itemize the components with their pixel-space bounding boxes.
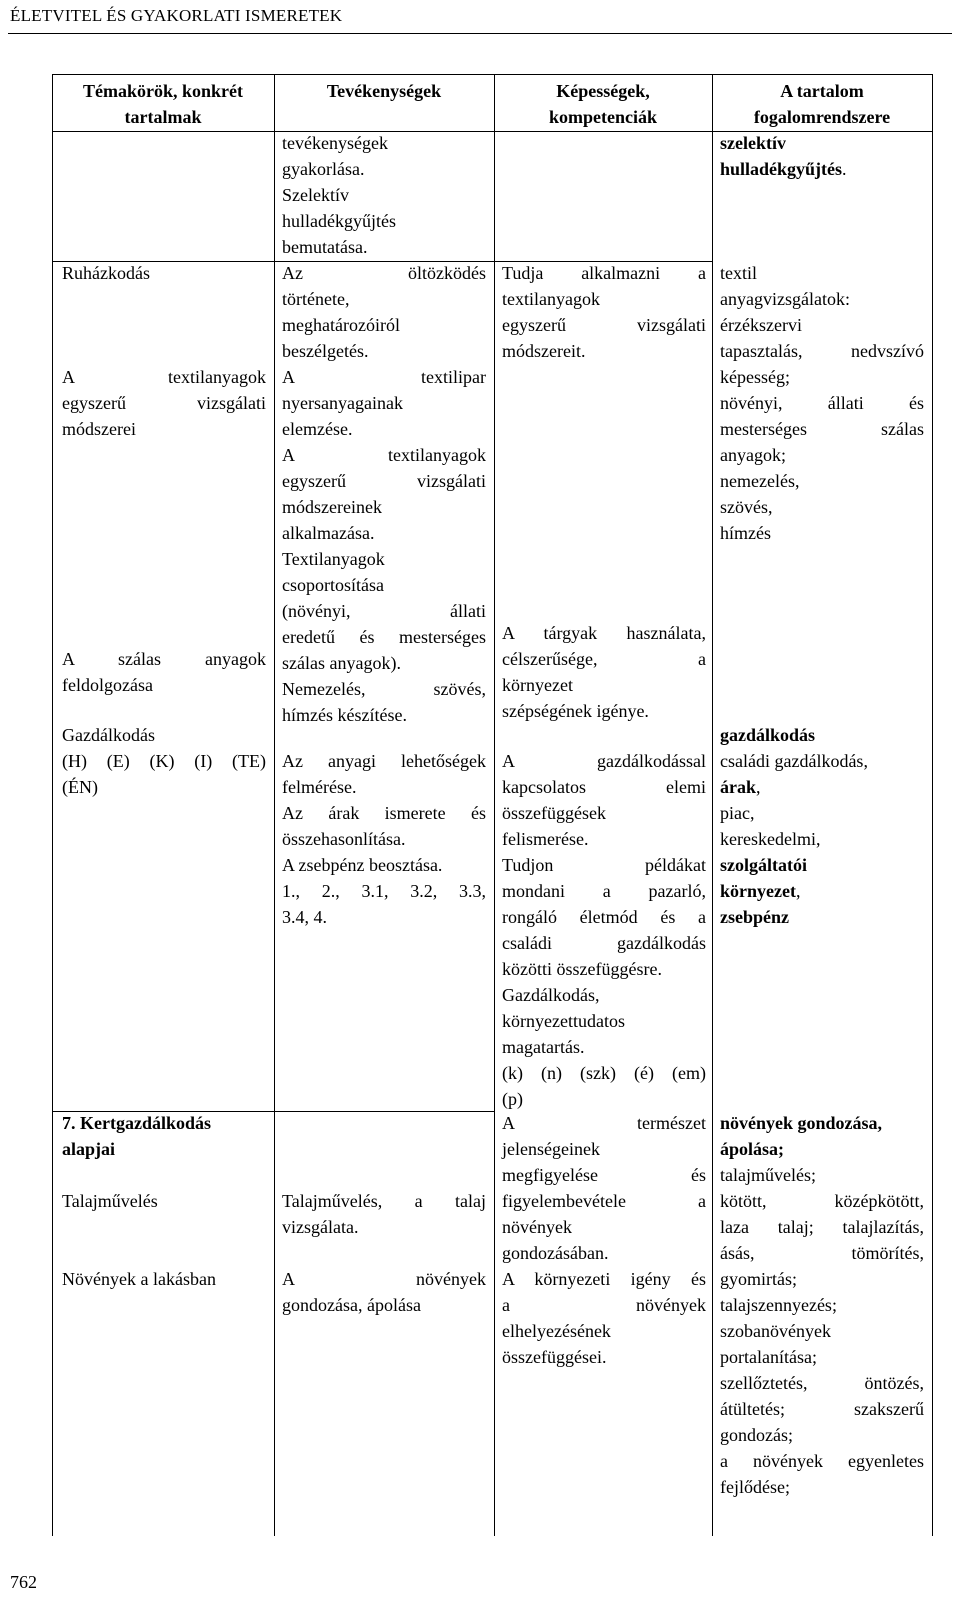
header-concepts: A tartalom fogalomrendszere [753, 81, 891, 127]
activities-selective-waste: tevékenységek gyakorlása. Szelektív hulladékgyűjtés bemutatása. [282, 133, 396, 257]
concepts-selective-waste: szelektív hulladékgyűjtés. [720, 133, 847, 179]
concepts-textile: textil anyagvizsgálatok: érzékszervi tapasztalás, nedvszívó képesség; növényi, állati és mesterséges szálas anyagok; nemezelés, szövés, hímzés [720, 263, 924, 543]
header-topics: Témakörök, konkrét tartalmak [82, 81, 243, 127]
competences-objects: A tárgyak használata, célszerűsége, a környezet szépségének igénye. [502, 623, 706, 721]
concepts-kert: növények gondozása, ápolása; talajművelés; kötött, középkötött, laza talaj; talajlazítás, ásás, tömörítés, gyomirtás; talajszennyezés; szobanövények portalanítása; szellőztetés, öntözés, átültetés; szakszerű gondozás; a növények egyenletes fejlődése; [720, 1113, 924, 1497]
competences-gazdalkodas: A gazdálkodással kapcsolatos elemi összefüggések felismerése. Tudjon példákat mondani a pazarló, rongáló életmód és a családi gazdálkodás közötti összefüggésre. Gazdálkodás, környezettudatos magatartás. (k) (n) (szk) (é) (em) (p) [502, 751, 706, 1109]
activities-textile: Az öltözködés története, meghatározóiról beszélgetés. A textilipar nyersanyagainak elemzése. A textilanyagok egyszerű vizsgálati módszereinek alkalmazása. Textilanyagok csoportosítása (növényi, állati eredetű és mesterséges szálas anyagok). Nemezelés, szövés, hímzés készítése. [282, 263, 486, 725]
running-header: ÉLETVITEL ÉS GYAKORLATI ISMERETEK [10, 6, 343, 25]
col-border-4 [712, 74, 713, 1536]
col-border-5 [932, 74, 933, 1536]
topic-talajmuveles: Talajművelés [62, 1191, 158, 1211]
table-top-border [52, 74, 932, 75]
topic-szalas-anyagok: A szálas anyagok feldolgozása [62, 649, 266, 695]
competences-kert: A természet jelenségeinek megfigyelése és figyelembevétele a növények gondozásában. A környezeti igény és a növények elhelyezésének összefüggései. [502, 1113, 706, 1367]
activities-gazdalkodas: Az anyagi lehetőségek felmérése. Az árak ismerete és összehasonlítása. A zsebpénz beosztása. 1., 2., 3.1, 3.2, 3.3, 3.4, 4. [282, 751, 486, 927]
topic-gazdalkodas: Gazdálkodás (H) (E) (K) (I) (TE) (ÉN) [62, 725, 266, 797]
col-border-2 [274, 74, 275, 1536]
header-competences: Képességek, kompetenciák [549, 81, 657, 127]
concepts-gazdalkodas: gazdálkodás családi gazdálkodás, árak, piac, kereskedelmi, szolgáltatói környezet, zsebpénz [720, 725, 868, 927]
col-border-3 [494, 74, 495, 1536]
page-number: 762 [10, 1572, 37, 1592]
header-activities: Tevékenységek [326, 81, 442, 101]
topic-ruhazkodas: Ruházkodás [62, 263, 150, 283]
header-rule [8, 33, 952, 34]
topic-novenyek-lakasban: Növények a lakásban [62, 1269, 216, 1289]
topic-kertgazdalkodas: 7. Kertgazdálkodás alapjai [62, 1113, 212, 1159]
activities-kert: Talajművelés, a talaj vizsgálata. A növények gondozása, ápolása [282, 1191, 486, 1315]
topic-textil-vizsgalat: A textilanyagok egyszerű vizsgálati módszerei [62, 367, 266, 439]
competences-textile: Tudja alkalmazni a textilanyagok egyszerű vizsgálati módszereit. [502, 263, 706, 361]
col-border-1 [52, 74, 53, 1536]
